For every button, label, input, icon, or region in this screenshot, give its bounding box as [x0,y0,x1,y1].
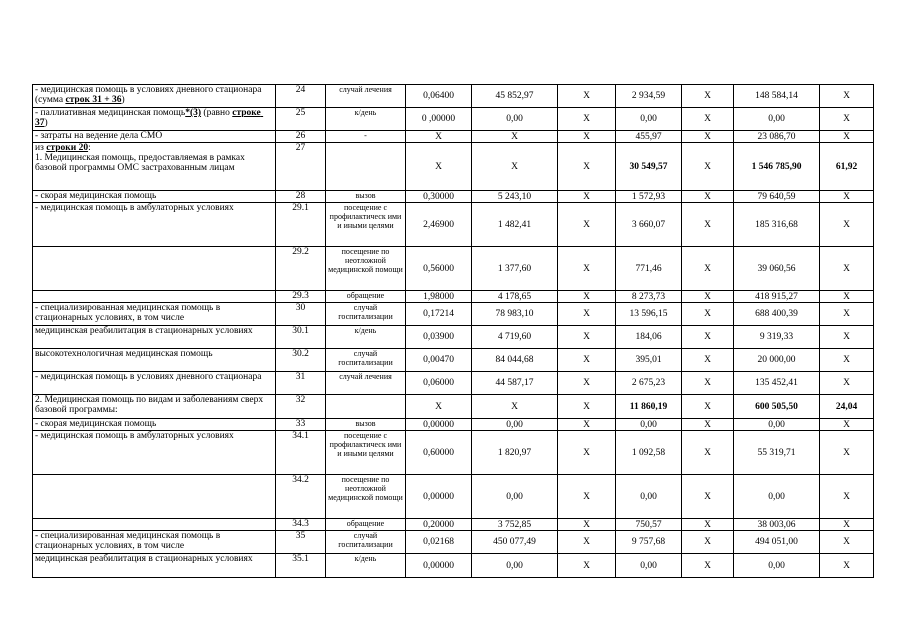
oms-total-cell: 39 060,56 [734,247,820,291]
oms-per-capita-cell: 2 675,23 [616,372,682,395]
oms-per-capita-cell: 750,57 [616,519,682,531]
unit-cell: посещение с профилактическ ими и иными целями [326,431,406,475]
oms-per-capita-cell: 13 596,15 [616,303,682,326]
row-name-part: - паллиативная медицинская помощь [35,108,186,118]
share-percent-cell: X [820,108,874,131]
budget-total-cell: X [682,203,734,247]
unit-cell: посещение по неотложной медицинской помощи [326,475,406,519]
oms-total-cell: 23 086,70 [734,131,820,143]
row-name-part: - скорая медицинская помощь [35,419,157,429]
row-name-cell [33,291,276,303]
row-number-cell: 35.1 [276,554,326,578]
row-name-cell [33,131,276,143]
table-row [33,291,874,303]
budget-total-cell: X [682,85,734,108]
oms-total-cell: 79 640,59 [734,191,820,203]
budget-per-capita-cell: X [558,554,616,578]
row-name-part: - специализированная медицинская помощь в стационарных условиях, в том числе [35,531,223,551]
budget-total-cell: X [682,554,734,578]
oms-total-cell: 38 003,06 [734,519,820,531]
budget-per-capita-cell: X [558,395,616,419]
share-percent-cell: X [820,191,874,203]
oms-total-cell: 0,00 [734,554,820,578]
cost-norm-cell: 4 178,65 [472,291,558,303]
cost-norm-cell: 84 044,68 [472,349,558,372]
table-row [33,531,874,554]
share-percent-cell: X [820,372,874,395]
oms-total-cell: 9 319,33 [734,326,820,349]
row-name-part: - медицинская помощь в амбулаторных условиях [35,203,234,213]
oms-per-capita-cell: 0,00 [616,419,682,431]
budget-per-capita-cell: X [558,291,616,303]
volume-norm-cell: 0 ,00000 [406,108,472,131]
table-row [33,519,874,531]
oms-per-capita-cell: 1 092,58 [616,431,682,475]
row-ref-link: строки 20 [46,143,89,153]
cost-norm-cell: X [472,395,558,419]
unit-cell: к/день [326,554,406,578]
budget-per-capita-cell: X [558,349,616,372]
row-name-cell [33,475,276,519]
budget-total-cell: X [682,247,734,291]
share-percent-cell: X [820,291,874,303]
budget-total-cell: X [682,475,734,519]
row-number-cell: 33 [276,419,326,431]
budget-total-cell: X [682,291,734,303]
table-row [33,203,874,247]
volume-norm-cell: 0,00000 [406,419,472,431]
cost-norm-cell: 44 587,17 [472,372,558,395]
volume-norm-cell: 0,06000 [406,372,472,395]
cost-norm-cell: 0,00 [472,475,558,519]
cost-norm-cell: X [472,131,558,143]
volume-norm-cell: 0,02168 [406,531,472,554]
row-name-part: - специализированная медицинская помощь в стационарных условиях, в том числе [35,303,223,323]
unit-cell [326,395,406,419]
row-number-cell: 26 [276,131,326,143]
table-body [33,85,874,578]
row-name-cell [33,419,276,431]
budget-per-capita-cell: X [558,475,616,519]
unit-cell: обращение [326,291,406,303]
unit-cell [326,143,406,191]
cost-norm-cell: 5 243,10 [472,191,558,203]
share-percent-cell: X [820,85,874,108]
unit-cell: посещение с профилактическ ими и иными целями [326,203,406,247]
row-number-cell: 25 [276,108,326,131]
budget-per-capita-cell: X [558,191,616,203]
budget-total-cell: X [682,108,734,131]
cost-norm-cell: 78 983,10 [472,303,558,326]
budget-total-cell: X [682,349,734,372]
cost-norm-cell: X [472,143,558,191]
volume-norm-cell: 0,03900 [406,326,472,349]
budget-total-cell: X [682,303,734,326]
table-row [33,131,874,143]
unit-cell: случай госпитализации [326,531,406,554]
share-percent-cell: X [820,349,874,372]
share-percent-cell: X [820,519,874,531]
oms-total-cell: 55 319,71 [734,431,820,475]
cost-norm-cell: 0,00 [472,419,558,431]
unit-cell: посещение по неотложной медицинской помощи [326,247,406,291]
volume-norm-cell: 0,30000 [406,191,472,203]
row-name-cell [33,303,276,326]
row-name-part: медицинская реабилитация в стационарных условиях [35,326,253,336]
budget-per-capita-cell: X [558,303,616,326]
cost-norm-cell: 1 482,41 [472,203,558,247]
budget-total-cell: X [682,372,734,395]
row-name-cell [33,531,276,554]
financing-table [32,84,874,578]
volume-norm-cell: 0,56000 [406,247,472,291]
volume-norm-cell: X [406,143,472,191]
budget-total-cell: X [682,431,734,475]
budget-total-cell: X [682,531,734,554]
share-percent-cell: X [820,203,874,247]
table-row [33,349,874,372]
oms-total-cell: 20 000,00 [734,349,820,372]
table-row [33,372,874,395]
table-row [33,554,874,578]
row-number-cell: 35 [276,531,326,554]
table-row [33,431,874,475]
oms-total-cell: 0,00 [734,475,820,519]
volume-norm-cell: 0,00000 [406,475,472,519]
share-percent-cell: X [820,431,874,475]
row-number-cell: 29.2 [276,247,326,291]
share-percent-cell: 24,04 [820,395,874,419]
row-ref-link: *(3) [185,108,202,118]
row-name-part: высокотехнологичная медицинская помощь [35,349,213,359]
table-row [33,247,874,291]
row-name-part: 2. Медицинская помощь по видам и заболеваниям сверх базовой программы: [35,395,266,415]
cost-norm-cell: 1 377,60 [472,247,558,291]
unit-cell: к/день [326,326,406,349]
row-name-cell [33,395,276,419]
table-row [33,108,874,131]
budget-total-cell: X [682,419,734,431]
row-name-part: медицинская реабилитация в стационарных условиях [35,554,253,564]
share-percent-cell: X [820,475,874,519]
share-percent-cell: X [820,326,874,349]
oms-per-capita-cell: 1 572,93 [616,191,682,203]
unit-cell: случай госпитализации [326,349,406,372]
budget-total-cell: X [682,519,734,531]
oms-per-capita-cell: 11 860,19 [616,395,682,419]
table-row [33,475,874,519]
row-number-cell: 34.1 [276,431,326,475]
share-percent-cell: X [820,303,874,326]
row-number-cell: 31 [276,372,326,395]
row-ref-link: строке 37 [35,108,264,128]
budget-total-cell: X [682,326,734,349]
share-percent-cell: 61,92 [820,143,874,191]
budget-total-cell: X [682,191,734,203]
budget-per-capita-cell: X [558,203,616,247]
oms-per-capita-cell: 2 934,59 [616,85,682,108]
budget-total-cell: X [682,395,734,419]
unit-cell: случай лечения [326,85,406,108]
table-row [33,303,874,326]
row-name-cell [33,108,276,131]
row-number-cell: 27 [276,143,326,191]
oms-per-capita-cell: 184,06 [616,326,682,349]
row-number-cell: 32 [276,395,326,419]
row-name-part: - медицинская помощь в амбулаторных условиях [35,431,234,441]
row-name-cell [33,85,276,108]
row-name-cell [33,143,276,191]
budget-per-capita-cell: X [558,372,616,395]
budget-total-cell: X [682,131,734,143]
volume-norm-cell: 1,98000 [406,291,472,303]
unit-cell: вызов [326,191,406,203]
volume-norm-cell: 0,00470 [406,349,472,372]
unit-cell: к/день [326,108,406,131]
share-percent-cell: X [820,531,874,554]
oms-per-capita-cell: 8 273,73 [616,291,682,303]
oms-total-cell: 148 584,14 [734,85,820,108]
oms-total-cell: 1 546 785,90 [734,143,820,191]
row-name-cell [33,247,276,291]
cost-norm-cell: 45 852,97 [472,85,558,108]
cost-norm-cell: 0,00 [472,554,558,578]
cost-norm-cell: 3 752,85 [472,519,558,531]
oms-total-cell: 0,00 [734,108,820,131]
unit-cell: - [326,131,406,143]
oms-per-capita-cell: 0,00 [616,554,682,578]
row-name-part: - затраты на ведение дела СМО [35,131,163,141]
volume-norm-cell: 2,46900 [406,203,472,247]
table-row [33,85,874,108]
row-name-cell [33,431,276,475]
unit-cell: вызов [326,419,406,431]
cost-norm-cell: 0,00 [472,108,558,131]
oms-per-capita-cell: 0,00 [616,475,682,519]
row-ref-link: строк 31 + 36 [65,95,122,105]
budget-per-capita-cell: X [558,519,616,531]
table-row [33,326,874,349]
row-name-cell [33,349,276,372]
budget-per-capita-cell: X [558,431,616,475]
table-row [33,191,874,203]
row-number-cell: 30.2 [276,349,326,372]
unit-cell: обращение [326,519,406,531]
row-name-part: ) [44,118,48,128]
oms-per-capita-cell: 395,01 [616,349,682,372]
oms-per-capita-cell: 3 660,07 [616,203,682,247]
row-number-cell: 28 [276,191,326,203]
row-name-part: ) [121,95,125,105]
row-name-part: - скорая медицинская помощь [35,191,157,201]
budget-per-capita-cell: X [558,531,616,554]
volume-norm-cell: 0,20000 [406,519,472,531]
volume-norm-cell: X [406,395,472,419]
cost-norm-cell: 1 820,97 [472,431,558,475]
row-name-cell [33,372,276,395]
budget-per-capita-cell: X [558,108,616,131]
share-percent-cell: X [820,419,874,431]
volume-norm-cell: 0,17214 [406,303,472,326]
volume-norm-cell: 0,60000 [406,431,472,475]
oms-per-capita-cell: 455,97 [616,131,682,143]
row-name-cell [33,203,276,247]
oms-per-capita-cell: 771,46 [616,247,682,291]
table-row [33,143,874,191]
cost-norm-cell: 4 719,60 [472,326,558,349]
share-percent-cell: X [820,131,874,143]
budget-per-capita-cell: X [558,131,616,143]
row-number-cell: 29.3 [276,291,326,303]
row-name-part: - медицинская помощь в условиях дневного стационара [35,372,262,382]
budget-per-capita-cell: X [558,326,616,349]
oms-total-cell: 185 316,68 [734,203,820,247]
volume-norm-cell: 0,00000 [406,554,472,578]
row-name-part: из [35,143,47,153]
oms-per-capita-cell: 30 549,57 [616,143,682,191]
oms-total-cell: 0,00 [734,419,820,431]
oms-total-cell: 135 452,41 [734,372,820,395]
row-name-part: (равно [201,108,233,118]
row-number-cell: 30 [276,303,326,326]
unit-cell: случай госпитализации [326,303,406,326]
unit-cell: случай лечения [326,372,406,395]
row-name-cell [33,519,276,531]
budget-per-capita-cell: X [558,247,616,291]
oms-total-cell: 600 505,50 [734,395,820,419]
row-name-cell [33,191,276,203]
row-number-cell: 34.3 [276,519,326,531]
oms-per-capita-cell: 9 757,68 [616,531,682,554]
budget-per-capita-cell: X [558,85,616,108]
cost-norm-cell: 450 077,49 [472,531,558,554]
share-percent-cell: X [820,247,874,291]
share-percent-cell: X [820,554,874,578]
row-name-part: : 1. Медицинская помощь, предоставляемая в рамках базовой программы ОМС застрахованным лицам [35,143,245,173]
oms-per-capita-cell: 0,00 [616,108,682,131]
table-row [33,419,874,431]
row-name-cell [33,554,276,578]
oms-total-cell: 418 915,27 [734,291,820,303]
budget-per-capita-cell: X [558,143,616,191]
volume-norm-cell: X [406,131,472,143]
row-number-cell: 24 [276,85,326,108]
budget-total-cell: X [682,143,734,191]
financing-table-page [32,84,873,578]
table-row [33,395,874,419]
budget-per-capita-cell: X [558,419,616,431]
row-number-cell: 34.2 [276,475,326,519]
oms-total-cell: 494 051,00 [734,531,820,554]
row-number-cell: 30.1 [276,326,326,349]
oms-total-cell: 688 400,39 [734,303,820,326]
volume-norm-cell: 0,06400 [406,85,472,108]
row-name-part: - медицинская помощь в условиях дневного стационара (сумма [35,85,264,105]
row-name-cell [33,326,276,349]
row-number-cell: 29.1 [276,203,326,247]
